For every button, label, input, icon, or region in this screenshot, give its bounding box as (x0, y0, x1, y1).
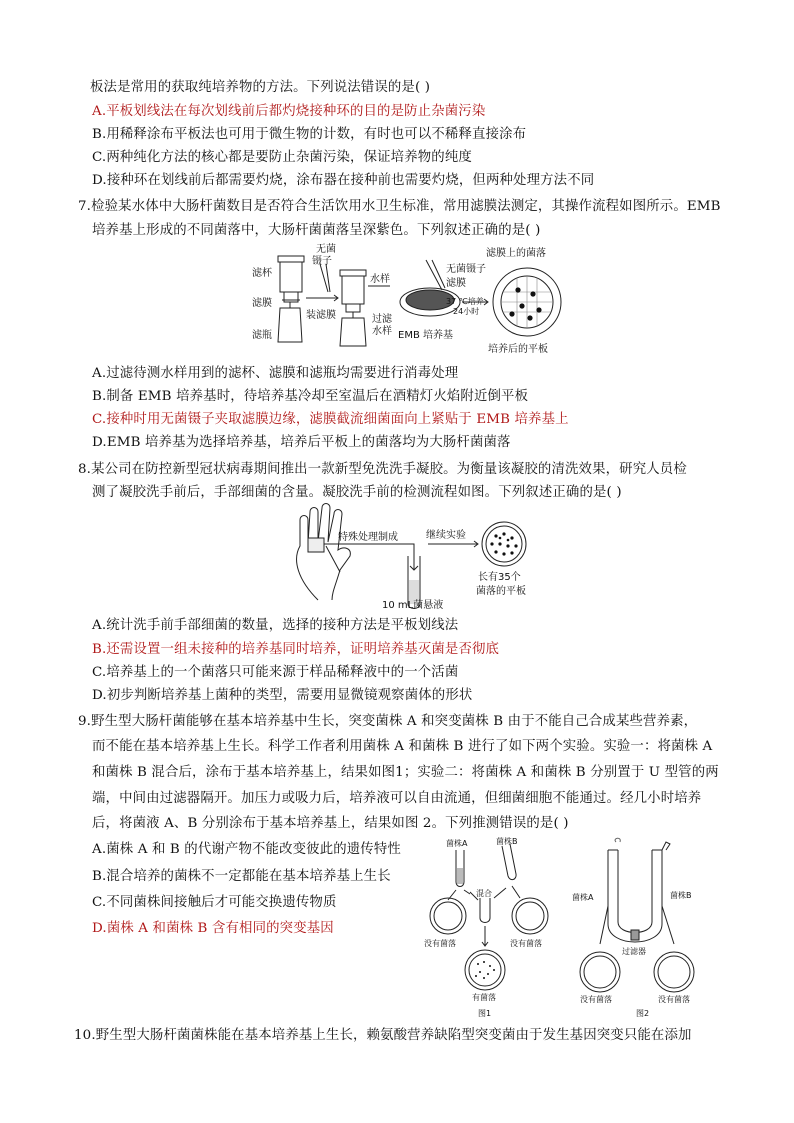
label-emb-medium: EMB 培养基 (398, 330, 453, 341)
filter-cup-mid (342, 276, 364, 304)
tweezers-icon (320, 264, 330, 292)
label-filter-2: 水样 (372, 326, 392, 337)
fig1-label-strain-a: 菌株A (446, 839, 468, 848)
q9-option-c: C.不同菌株间接触后才可能交换遗传物质 (92, 895, 337, 910)
label-special-process: 特殊处理制成 (338, 532, 398, 543)
q9-option-a: A.菌株 A 和 B 的代谢产物不能改变彼此的遗传特性 (92, 842, 401, 857)
q9-stem-line3: 和菌株 B 混合后，涂布于基本培养基上，结果如图1；实验二：将菌株 A 和菌株 B 分别置于 U 型管的两 (92, 765, 719, 780)
q7-stem-line2: 培养基上形成的不同菌落中，大肠杆菌菌落呈深紫色。下列叙述正确的是( ) (92, 223, 541, 238)
q8-figure (278, 500, 558, 612)
tweezers-right-icon (426, 260, 445, 290)
q7-option-d: D.EMB 培养基为选择培养基，培养后平板上的菌落均为大肠杆菌菌落 (92, 435, 511, 450)
q9-stem-line2: 而不能在基本培养基上生长。科学工作者利用菌株 A 和菌株 B 进行了如下两个实验。实验一：将菌株 A (92, 739, 713, 754)
q7-stem-line1: 7.检验某水体中大肠杆菌数目是否符合生活饮用水卫生标准，常用滤膜法测定，其操作流程如图所示。EMB (78, 199, 721, 214)
q9-stem-line4: 端，中间由过滤器隔开。加压力或吸力后，培养液可以自由流通，但细菌细胞不能通过。经几小时培养 (92, 791, 702, 806)
q9-stem-line5: 后，将菌液 A、B 分别涂布于基本培养基上，结果如图 2。下列推测错误的是( ) (92, 816, 569, 831)
tube-mixed (480, 898, 490, 923)
q7-option-a: A.过滤待测水样用到的滤杯、滤膜和滤瓶均需要进行消毒处理 (92, 366, 459, 381)
plate-a (430, 898, 466, 934)
u-tube-inner (618, 850, 652, 933)
q9-option-b: B.混合培养的菌株不一定都能在基本培养基上生长 (92, 869, 391, 884)
label-suspension: 10 mL菌悬液 (382, 600, 444, 611)
q9-stem-line1: 9.野生型大肠杆菌能够在基本培养基中生长，突变菌株 A 和突变菌株 B 由于不能自己合成某些营养素， (78, 714, 698, 729)
label-water-sample: 水样 (370, 274, 390, 285)
label-filter-1: 过滤 (372, 314, 392, 325)
flask-mid (340, 312, 366, 346)
q10-stem-line1: 10.野生型大肠杆菌菌株能在基本培养基上生长，赖氨酸营养缺陷型突变菌由于发生基因突变只能在添加 (74, 1028, 692, 1043)
q8-option-a: A.统计洗手前手部细菌的数量，选择的接种方法是平板划线法 (92, 618, 459, 633)
fig2-label-no-colony-right: 没有菌落 (658, 995, 690, 1004)
filter-icon (631, 930, 639, 940)
q9-figure-1 (420, 836, 560, 1022)
fig1-label-no-colony-right: 没有菌落 (510, 939, 542, 948)
label-sterile-tweezers: 无菌镊子 (446, 264, 486, 275)
label-plate-1: 长有35个 (478, 572, 521, 583)
q9-figure-2 (566, 836, 716, 1022)
label-colonies-membrane: 滤膜上的菌落 (486, 248, 546, 259)
flask-left (278, 302, 302, 342)
label-plate-after: 培养后的平板 (488, 344, 548, 355)
fig1-label-strain-b: 菌株B (496, 837, 518, 846)
label-sterile-2: 镊子 (312, 256, 332, 267)
fig1-label-no-colony-left: 没有菌落 (424, 939, 456, 948)
q7-option-b: B.制备 EMB 培养基时，待培养基冷却至室温后在酒精灯火焰附近倒平板 (92, 389, 529, 404)
q7-figure (250, 242, 580, 358)
label-flask: 滤瓶 (252, 330, 272, 341)
q8-stem-line2: 测了凝胶洗手前后，手部细菌的含量。凝胶洗手前的检测流程如图。下列叙述正确的是( ) (92, 485, 622, 500)
q8-option-c: C.培养基上的一个菌落只可能来源于样品稀释液中的一个活菌 (92, 665, 459, 680)
label-membrane: 滤膜 (252, 298, 272, 309)
petri-plate (482, 522, 526, 566)
sample-area (308, 538, 324, 552)
cup-lid-left (278, 256, 304, 262)
label-filter-cup: 滤杯 (252, 268, 272, 279)
label-hours: 24小时 (453, 307, 480, 316)
label-plate-2: 菌落的平板 (476, 586, 526, 597)
q6-stem: 板法是常用的获取纯培养物的方法。下列说法错误的是( ) (90, 80, 431, 95)
u-tube-outer (608, 850, 662, 942)
q6-option-c: C.两种纯化方法的核心都是要防止杂菌污染，保证培养物的纯度 (92, 150, 472, 165)
fig2-label-filter: 过滤器 (622, 947, 646, 956)
tube-b (502, 844, 516, 880)
label-continue-exp: 继续实验 (426, 530, 466, 541)
label-membrane-right: 滤膜 (446, 278, 466, 289)
fig2-caption: 图2 (636, 1009, 650, 1018)
fig1-label-mix: 混合 (476, 889, 492, 898)
label-install: 装滤膜 (306, 310, 336, 321)
q6-option-a: A.平板划线法在每次划线前后都灼烧接种环的目的是防止杂菌污染 (92, 104, 486, 119)
q8-option-d: D.初步判断培养基上菌种的类型，需要用显微镜观察菌体的形状 (92, 688, 473, 703)
q8-option-b: B.还需设置一组未接种的培养基同时培养，证明培养基灭菌是否彻底 (92, 642, 500, 657)
q7-option-c: C.接种时用无菌镊子夹取滤膜边缘，滤膜截流细菌面向上紧贴于 EMB 培养基上 (92, 412, 569, 427)
q9-option-d: D.菌株 A 和菌株 B 含有相同的突变基因 (92, 921, 334, 936)
label-sterile-1: 无菌 (316, 244, 336, 255)
q6-option-d: D.接种环在划线前后都需要灼烧，涂布器在接种前也需要灼烧，但两种处理方法不同 (92, 173, 595, 188)
plate-2b (654, 952, 694, 992)
plate-2a (580, 952, 620, 992)
fig2-label-strain-b: 菌株B (670, 891, 692, 900)
arrow-icon (306, 295, 338, 301)
plate-b (512, 898, 548, 934)
fig2-label-no-colony-left: 没有菌落 (580, 995, 612, 1004)
fig1-caption: 图1 (478, 1009, 492, 1018)
fig2-label-strain-a: 菌株A (572, 893, 594, 902)
label-culture-cond: 37 ℃培养 (446, 297, 484, 306)
plate-mixed (465, 950, 505, 990)
fig1-label-has-colony: 有菌落 (472, 993, 496, 1002)
filter-cup-left (280, 262, 302, 292)
q8-stem-line1: 8.某公司在防控新型冠状病毒期间推出一款新型免洗洗手凝胶。为衡量该凝胶的清洗效果，研究人员检 (78, 462, 687, 477)
q6-option-b: B.用稀释涂布平板法也可用于微生物的计数，有时也可以不稀释直接涂布 (92, 127, 527, 142)
